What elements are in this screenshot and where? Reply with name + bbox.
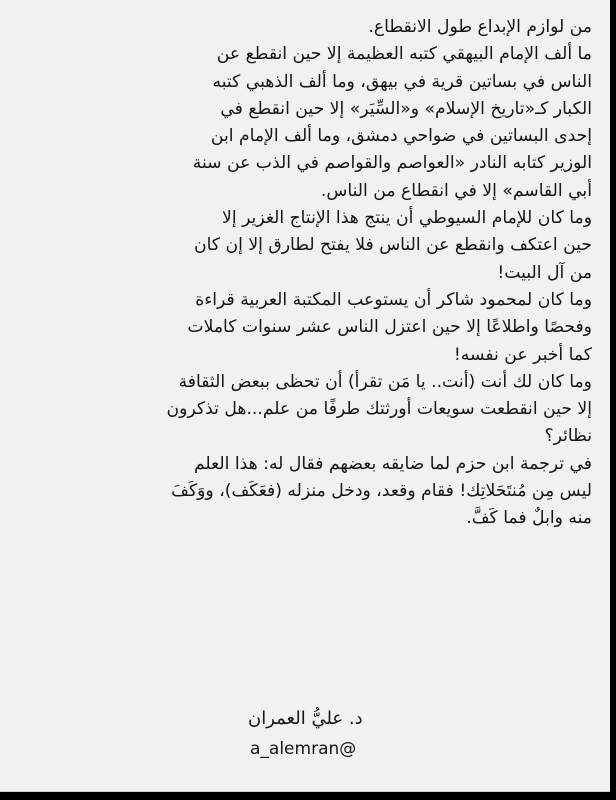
article-body bbox=[14, 14, 592, 533]
text-line: في ترجمة ابن حزم لما ضايقه بعضهم فقال له: هذا العلم bbox=[193, 453, 592, 474]
text-line: إحدى البساتين في ضواحي دمشق، وما ألف الإمام ابن bbox=[210, 126, 592, 147]
text-line: وما كان للإمام السيوطي أن ينتج هذا الإنتاج الغزير إلا bbox=[222, 208, 592, 229]
text-line: الكبار كـ«تاريخ الإسلام» و«السِّيَر» إلا حين انقطع في bbox=[220, 98, 592, 119]
text-line: وما كان لمحمود شاكر أن يستوعب المكتبة العربية قراءة bbox=[195, 289, 592, 310]
author-name: د. عليُّ العمران bbox=[248, 708, 363, 729]
text-line: الوزير كتابه النادر «العواصم والقواصم في الذب عن سنة bbox=[192, 153, 592, 174]
text-line: وفحصًا واطلاعًا إلا حين اعتزل الناس عشر سنوات كاملات bbox=[187, 317, 592, 338]
text-line: الناس في بساتين قرية في بيهق، وما ألف الذهبي كتبه bbox=[212, 71, 592, 92]
text-line: ليس مِن مُنتَحَلاتِك! فقام وقعد، ودخل منزله (فعَكَف)، ووَكَفَ bbox=[171, 481, 592, 502]
author-handle: a_alemran@ bbox=[250, 739, 357, 759]
text-line: وما كان لك أنت (أنت.. يا مَن تقرأ) أن تحظى ببعض الثقافة bbox=[178, 371, 592, 392]
text-line: من آل البيت! bbox=[497, 262, 592, 283]
text-line: من لوازم الإبداع طول الانقطاع. bbox=[368, 17, 592, 37]
text-line: منه وابلٌ فما كَفَّ. bbox=[466, 508, 592, 529]
text-line: حين اعتكف وانقطع عن الناس فلا يفتح لطارق إلا إن كان bbox=[193, 235, 592, 256]
text-line: نظائر؟ bbox=[544, 426, 592, 447]
text-line: إلا حين انقطعت سويعات أورثتك طرفًا من علم...هل تذكرون bbox=[166, 399, 592, 420]
text-line: أبي القاسم» إلا في انقطاع من الناس. bbox=[320, 180, 592, 201]
text-line: كما أخبر عن نفسه! bbox=[453, 344, 592, 365]
author-signature bbox=[248, 704, 428, 764]
text-line: ما ألف الإمام البيهقي كتبه العظيمة إلا حين انقطع عن bbox=[216, 44, 592, 65]
